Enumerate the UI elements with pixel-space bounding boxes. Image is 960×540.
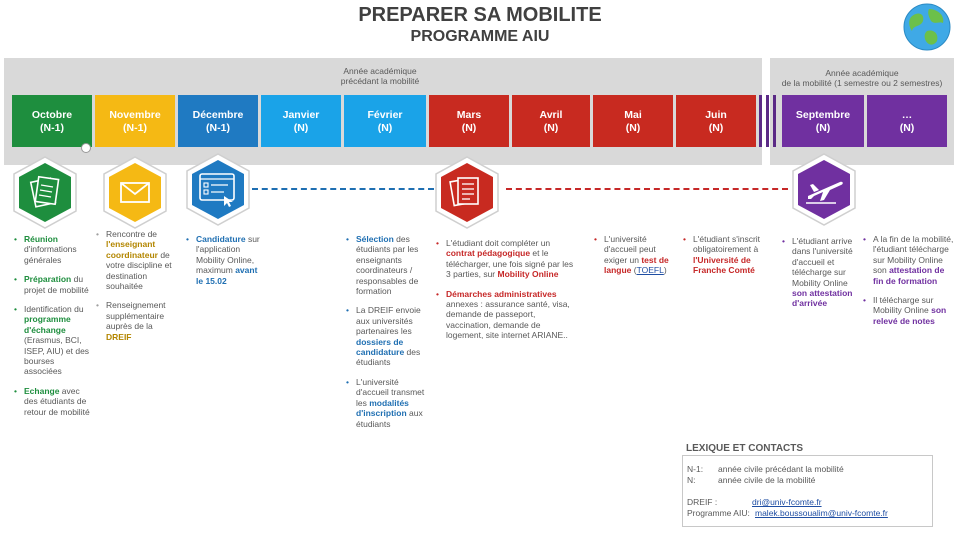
lexique-n-value: année civile de la mobilité <box>718 475 816 485</box>
toefl-link[interactable]: TOEFL <box>636 265 664 276</box>
timeline-dash-blue <box>252 188 434 190</box>
list-item: • Echange avec des étudiants de retour de mobilité <box>14 386 92 417</box>
lexique-dreif-key: DREIF : <box>687 497 718 507</box>
column-juin <box>683 234 769 285</box>
lexique-aiu-key: Programme AIU: <box>687 508 750 518</box>
envelope-icon <box>101 155 169 230</box>
list-item: • A la fin de la mobilité, l'étudiant télécharge sur Mobility Online son attestation de fin de formation <box>863 234 955 286</box>
month-etc: … (N) <box>867 95 947 147</box>
column-etc <box>863 234 955 335</box>
band-right-line2: de la mobilité (1 semestre ou 2 semestres) <box>781 78 943 88</box>
band-right-line1: Année académique <box>825 68 899 78</box>
list-item: • Démarches administratives annexes : assurance santé, visa, demande de passeport, vaccination, demande de logement, site internet ARIANE.. <box>436 289 580 341</box>
page-subtitle: PROGRAMME AIU <box>410 28 550 45</box>
papers-icon <box>433 155 501 230</box>
month-juin: Juin (N) <box>676 95 756 147</box>
column-decembre <box>186 234 262 295</box>
column-mars <box>436 238 580 350</box>
list-item: • L'étudiant s'inscrit obligatoirement à l'Université de Franche Comté <box>683 234 769 276</box>
page-title: PREPARER SA MOBILITE <box>358 4 602 26</box>
column-septembre <box>782 236 860 318</box>
month-mai: Mai (N) <box>593 95 673 147</box>
online-form-icon <box>184 152 252 227</box>
band-left-line1: Année académique <box>343 66 417 76</box>
list-item: • Sélection des étudiants par les enseignants coordinateurs / responsables de formation <box>346 234 430 296</box>
band-mobility-year-label <box>770 68 954 88</box>
lexique-n1-value: année civile précédant la mobilité <box>718 464 844 474</box>
band-left-line2: précédant la mobilité <box>340 76 420 86</box>
timeline-dash-red <box>506 188 788 190</box>
column-octobre <box>14 234 92 426</box>
lexique-box <box>682 455 933 527</box>
band-previous-year-label <box>280 66 480 86</box>
document-icon <box>11 155 79 230</box>
month-fevrier: Février (N) <box>344 95 426 147</box>
month-janvier: Janvier (N) <box>261 95 341 147</box>
timeline-break-1 <box>759 95 762 147</box>
list-item: • Rencontre de l'enseignant coordinateur de votre discipline et destination souhaitée <box>96 229 178 291</box>
aiu-email-link[interactable]: malek.boussoualim@univ-fcomte.fr <box>755 508 888 518</box>
month-avril: Avril (N) <box>512 95 590 147</box>
month-septembre: Septembre (N) <box>782 95 864 147</box>
month-decembre: Décembre (N-1) <box>178 95 258 147</box>
list-item: • L'université d'accueil peut exiger un test de langue (TOEFL) <box>594 234 678 276</box>
month-mars: Mars (N) <box>429 95 509 147</box>
list-item: • Candidature sur l'application Mobility Online, maximum avant le 15.02 <box>186 234 262 286</box>
timeline-break-2 <box>766 95 769 147</box>
list-item: • L'étudiant doit compléter un contrat pédagogique et le télécharger, une fois signé par les 3 parties, sur Mobility Online <box>436 238 580 280</box>
month-novembre: Novembre (N-1) <box>95 95 175 147</box>
list-item: • L'université d'accueil transmet les modalités d'inscription aux étudiants <box>346 377 430 429</box>
list-item: • Il télécharge sur Mobility Online son relevé de notes <box>863 295 955 326</box>
list-item: • Renseignement supplémentaire auprès de la DREIF <box>96 300 178 342</box>
list-item: • Préparation du projet de mobilité <box>14 274 92 295</box>
list-item: • La DREIF envoie aux universités partenaires les dossiers de candidature des étudiants <box>346 305 430 367</box>
column-fevrier <box>346 234 430 438</box>
lexique-n-key: N: <box>687 475 696 485</box>
list-item: • Identification du programme d'échange (Erasmus, BCI, ISEP, AIU) et des bourses associées <box>14 304 92 377</box>
globe-icon <box>903 3 951 51</box>
list-item: • Réunion d'informations générales <box>14 234 92 265</box>
timeline-break-3 <box>773 95 776 147</box>
airplane-icon <box>790 152 858 227</box>
timeline-start-marker <box>80 142 92 154</box>
month-octobre: Octobre (N-1) <box>12 95 92 147</box>
dreif-email-link[interactable]: dri@univ-fcomte.fr <box>752 497 822 507</box>
list-item: • L'étudiant arrive dans l'université d'accueil et télécharge sur Mobility Online son attestation d'arrivée <box>782 236 860 309</box>
lexique-title: LEXIQUE ET CONTACTS <box>686 443 804 454</box>
lexique-n1-key: N-1: <box>687 464 704 474</box>
column-novembre <box>96 229 178 351</box>
column-mai <box>594 234 678 285</box>
